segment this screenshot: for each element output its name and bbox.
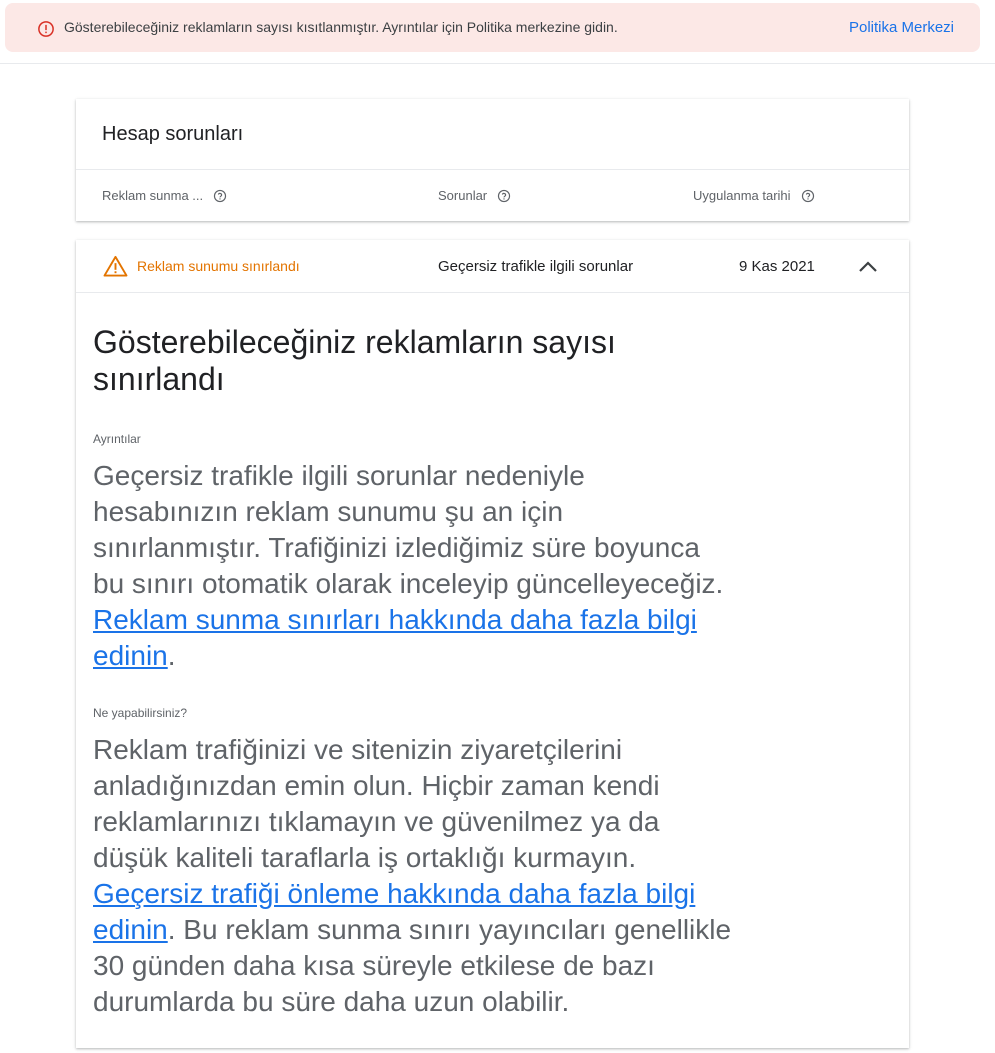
issue-detail-card	[76, 240, 909, 1048]
warning-icon	[103, 255, 128, 277]
column-header-issues: Sorunlar	[438, 188, 511, 203]
column-header-applied-date: Uygulanma tarihi	[693, 188, 815, 203]
details-label: Ayrıntılar	[93, 432, 141, 446]
chevron-up-icon[interactable]	[857, 258, 879, 274]
alert-banner	[5, 3, 980, 52]
card-title: Hesap sorunları	[102, 123, 244, 145]
card-divider	[76, 169, 909, 170]
alert-message: Gösterebileceğiniz reklamların sayısı kısıtlanmıştır. Ayrıntılar için Politika merkezine gidin.	[64, 19, 618, 35]
header-divider	[0, 63, 995, 64]
action-label: Ne yapabilirsiniz?	[93, 706, 188, 720]
row-divider	[76, 292, 909, 293]
help-icon[interactable]	[801, 189, 815, 203]
help-icon[interactable]	[497, 189, 511, 203]
column-header-ad-serving: Reklam sunma ...	[102, 188, 227, 203]
error-icon	[37, 20, 55, 38]
issue-type: Geçersiz trafikle ilgili sorunlar	[438, 258, 634, 275]
ad-serving-limits-link[interactable]: Reklam sunma sınırları hakkında daha fazla bilgi edinin	[93, 604, 697, 671]
details-text: Geçersiz trafikle ilgili sorunlar nedeniyle hesabınızın reklam sunumu şu an için sınırlanmıştır. Trafiğinizi izlediğimiz süre boyunca bu sınırı otomatik olarak inceleyip güncelleyeceğiz. Reklam sunma sınırları hakkında daha fazla bilgi edinin.	[93, 460, 724, 671]
detail-title: Gösterebileceğiniz reklamların sayısı sınırlandı	[93, 324, 616, 397]
policy-center-link[interactable]: Politika Merkezi	[848, 19, 954, 36]
issue-row[interactable]	[76, 240, 909, 292]
invalid-traffic-link[interactable]: Geçersiz trafiği önleme hakkında daha fazla bilgi edinin	[93, 878, 696, 945]
action-text: Reklam trafiğinizi ve sitenizin ziyaretçilerini anladığınızdan emin olun. Hiçbir zaman kendi reklamlarınızı tıklamayın ve güvenilmez ya da düşük kaliteli taraflarla iş ortaklığı kurmayın. Geçersiz trafiği önleme hakkında daha fazla bilgi edinin. Bu reklam sunma sınırı yayıncıları genellikle 30 günden daha kısa süreyle etkilese de bazı durumlarda bu süre daha uzun olabilir.	[93, 734, 732, 1017]
issue-date: 9 Kas 2021	[739, 258, 815, 275]
issue-status: Reklam sunumu sınırlandı	[137, 258, 300, 274]
help-icon[interactable]	[213, 189, 227, 203]
account-issues-card	[76, 99, 909, 221]
